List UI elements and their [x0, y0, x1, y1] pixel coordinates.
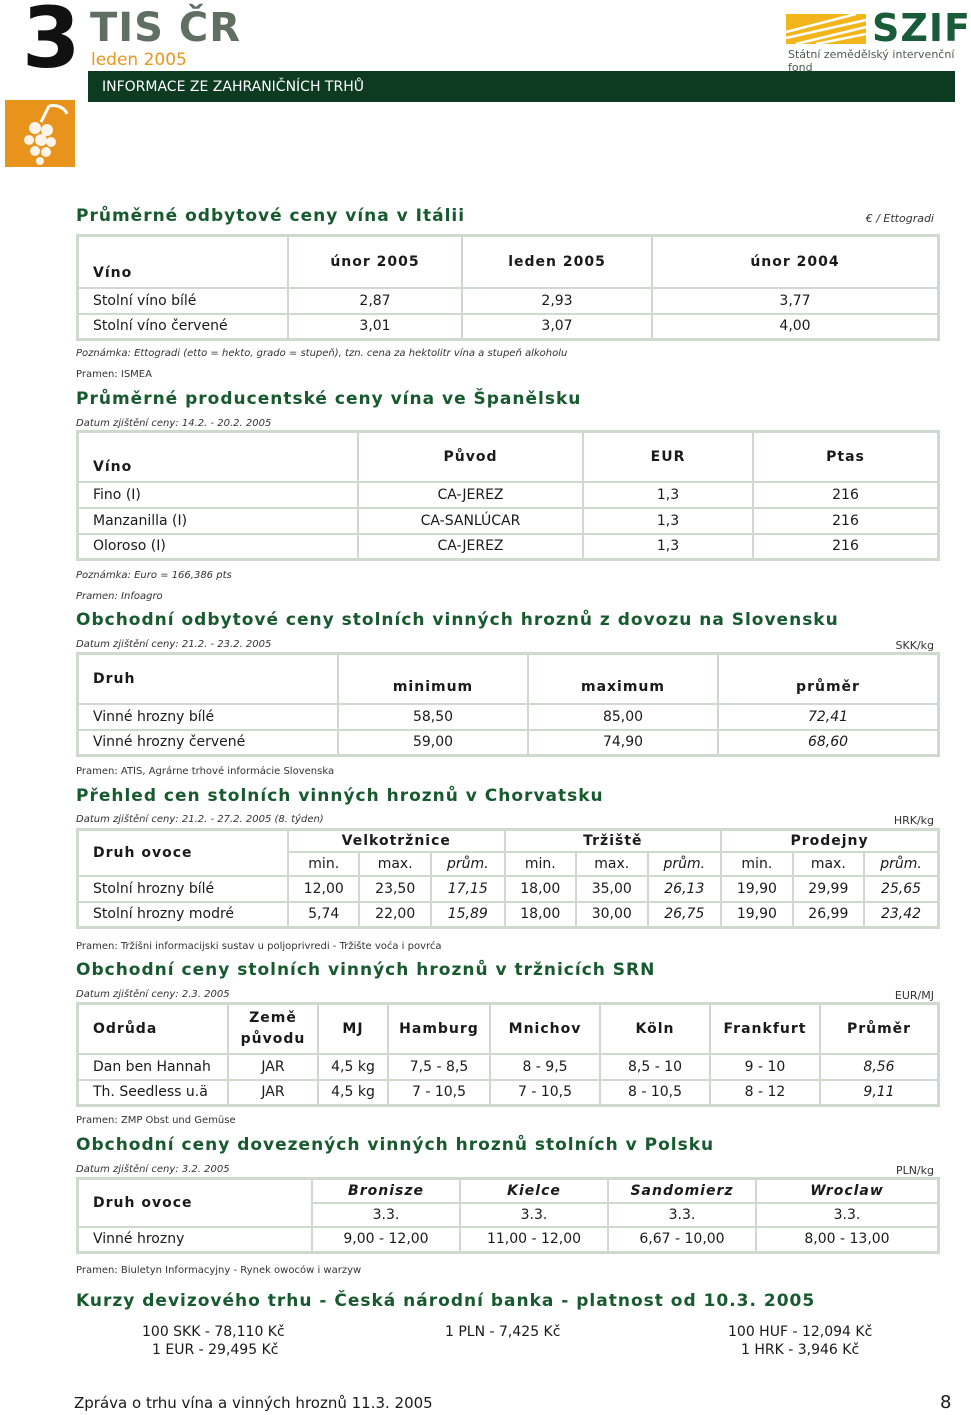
cell: 1,3 [583, 534, 753, 560]
cell: 3,77 [652, 288, 939, 314]
sub-header: max. [576, 852, 647, 876]
cell: 58,50 [338, 704, 528, 730]
col-header: Druh [78, 654, 339, 704]
city-header: Wroclaw [756, 1179, 939, 1203]
sub-header: prům. [648, 852, 722, 876]
city-header: Bronisze [312, 1179, 460, 1203]
date-header: 3.3. [312, 1203, 460, 1227]
croatia-table [76, 828, 940, 929]
col-header: Odrůda [78, 1004, 229, 1054]
cell: 8 - 12 [710, 1080, 820, 1106]
col-header: únor 2004 [652, 236, 939, 288]
poland-table [76, 1177, 940, 1254]
cell: 1,3 [583, 508, 753, 534]
table-row [78, 314, 939, 340]
cell: 9,00 - 12,00 [312, 1227, 460, 1253]
table-row [78, 508, 939, 534]
cell: JAR [228, 1080, 318, 1106]
sub-header: max. [793, 852, 864, 876]
cell: 19,90 [721, 876, 792, 902]
cell: 12,00 [288, 876, 359, 902]
italy-unit: € / Ettogradi [865, 212, 934, 225]
table-row [78, 1080, 939, 1106]
cell: 4,5 kg [318, 1080, 388, 1106]
italy-source: Pramen: ISMEA [76, 369, 152, 380]
cell: 15,89 [431, 902, 505, 928]
sub-header: min. [288, 852, 359, 876]
sub-header: min. [505, 852, 576, 876]
italy-table [76, 234, 940, 341]
cell: Fino (I) [78, 482, 359, 508]
rate-item: 1 EUR - 29,495 Kč [152, 1342, 279, 1358]
cell: Stolní hrozny bílé [78, 876, 289, 902]
cell: Stolní víno červené [78, 314, 289, 340]
col-header: Původ [358, 432, 583, 482]
cell: 59,00 [338, 730, 528, 756]
table-header-row [78, 432, 939, 482]
cell: 5,74 [288, 902, 359, 928]
col-header: Země původu [228, 1004, 318, 1054]
brand-title: TIS ČR [90, 5, 242, 51]
col-header: maximum [528, 654, 718, 704]
col-header: Druh ovoce [78, 830, 289, 876]
cell: 8 - 10,5 [600, 1080, 710, 1106]
col-header: Víno [78, 432, 359, 482]
poland-title: Obchodní ceny dovezených vinných hroznů stolních v Polsku [76, 1135, 715, 1155]
sub-header: prům. [431, 852, 505, 876]
cell: Dan ben Hannah [78, 1054, 229, 1080]
cell: 216 [753, 482, 939, 508]
sub-header: max. [359, 852, 430, 876]
date-header: 3.3. [608, 1203, 756, 1227]
cell: 7 - 10,5 [490, 1080, 600, 1106]
sub-header: min. [721, 852, 792, 876]
table-header-row [78, 236, 939, 288]
slovakia-table [76, 652, 940, 757]
spain-table [76, 430, 940, 561]
col-header: MJ [318, 1004, 388, 1054]
table-header-row [78, 654, 939, 704]
cell: 29,99 [793, 876, 864, 902]
group-header: Velkotržnice [288, 830, 505, 852]
cell: CA-JEREZ [358, 482, 583, 508]
cell: 17,15 [431, 876, 505, 902]
cell: 3,07 [462, 314, 652, 340]
cell: JAR [228, 1054, 318, 1080]
cell: Stolní víno bílé [78, 288, 289, 314]
cell: 4,5 kg [318, 1054, 388, 1080]
croatia-source: Pramen: Tržišni informacijski sustav u poljoprivredi - Tržište voća i povrća [76, 941, 442, 952]
col-header: Víno [78, 236, 289, 288]
cell: 26,75 [648, 902, 722, 928]
col-header: průměr [718, 654, 939, 704]
rate-item: 100 HUF - 12,094 Kč [728, 1324, 873, 1340]
page-number: 8 [940, 1392, 952, 1413]
cell: 216 [753, 534, 939, 560]
table-row [78, 730, 939, 756]
table-row [78, 876, 939, 902]
cell: 19,90 [721, 902, 792, 928]
table-header-row [78, 830, 939, 852]
slovakia-source: Pramen: ATIS, Agrárne trhové informácie Slovenska [76, 766, 335, 777]
cell: 22,00 [359, 902, 430, 928]
cell: 3,01 [288, 314, 462, 340]
germany-table [76, 1002, 940, 1107]
cell: 6,67 - 10,00 [608, 1227, 756, 1253]
cell: 35,00 [576, 876, 647, 902]
issue-date: leden 2005 [91, 50, 187, 70]
cell: Manzanilla (I) [78, 508, 359, 534]
cell: 26,13 [648, 876, 722, 902]
cell: Vinné hrozny bílé [78, 704, 339, 730]
cell: 26,99 [793, 902, 864, 928]
italy-title: Průměrné odbytové ceny vína v Itálii [76, 206, 466, 226]
table-row [78, 482, 939, 508]
cell: 30,00 [576, 902, 647, 928]
rate-item: 100 SKK - 78,110 Kč [142, 1324, 285, 1340]
germany-unit: EUR/MJ [894, 989, 934, 1002]
group-header: Tržiště [505, 830, 722, 852]
cell: Oloroso (I) [78, 534, 359, 560]
table-header-row [78, 1004, 939, 1054]
poland-date: Datum zjištění ceny: 3.2. 2005 [76, 1164, 230, 1175]
table-row [78, 902, 939, 928]
cell: 74,90 [528, 730, 718, 756]
szif-subtitle: Státní zemědělský intervenční fond [788, 48, 955, 74]
issue-number: 3 [22, 0, 81, 87]
cell: Vinné hrozny červené [78, 730, 339, 756]
cell: 72,41 [718, 704, 939, 730]
spain-source: Pramen: Infoagro [76, 591, 163, 602]
table-row [78, 288, 939, 314]
cell: CA-JEREZ [358, 534, 583, 560]
footer-text: Zpráva o trhu vína a vinných hroznů 11.3. 2005 [74, 1394, 433, 1412]
cell: 9 - 10 [710, 1054, 820, 1080]
germany-title: Obchodní ceny stolních vinných hroznů v tržnicích SRN [76, 960, 656, 980]
rate-item: 1 PLN - 7,425 Kč [445, 1324, 561, 1340]
cell: 4,00 [652, 314, 939, 340]
cell: 7 - 10,5 [388, 1080, 490, 1106]
slovakia-title: Obchodní odbytové ceny stolních vinných hroznů z dovozu na Slovensku [76, 610, 839, 630]
cell: Vinné hrozny [78, 1227, 313, 1253]
cell: 23,50 [359, 876, 430, 902]
header-banner [88, 71, 955, 102]
spain-title: Průměrné producentské ceny vína ve Španělsku [76, 389, 582, 409]
spain-date: Datum zjištění ceny: 14.2. - 20.2. 2005 [76, 418, 272, 429]
szif-logo-text: SZIF [872, 6, 971, 50]
col-header: Köln [600, 1004, 710, 1054]
date-header: 3.3. [756, 1203, 939, 1227]
col-header: únor 2005 [288, 236, 462, 288]
cell: 2,93 [462, 288, 652, 314]
croatia-title: Přehled cen stolních vinných hroznů v Chorvatsku [76, 786, 604, 806]
table-row [78, 704, 939, 730]
cell: 9,11 [820, 1080, 939, 1106]
col-header: Průměr [820, 1004, 939, 1054]
cell: 2,87 [288, 288, 462, 314]
col-header: Mnichov [490, 1004, 600, 1054]
table-row [78, 534, 939, 560]
grape-logo-icon [5, 100, 75, 167]
rates-title: Kurzy devizového trhu - Česká národní banka - platnost od 10.3. 2005 [76, 1291, 816, 1311]
col-header: Druh ovoce [78, 1179, 313, 1227]
cell: 7,5 - 8,5 [388, 1054, 490, 1080]
rate-item: 1 HRK - 3,946 Kč [741, 1342, 860, 1358]
banner-text: INFORMACE ZE ZAHRANIČNÍCH TRHŮ [102, 79, 364, 95]
cell: CA-SANLÚCAR [358, 508, 583, 534]
cell: 8,56 [820, 1054, 939, 1080]
germany-date: Datum zjištění ceny: 2.3. 2005 [76, 989, 230, 1000]
sub-header: prům. [864, 852, 938, 876]
germany-source: Pramen: ZMP Obst und Gemüse [76, 1115, 236, 1126]
cell: 8,5 - 10 [600, 1054, 710, 1080]
cell: 85,00 [528, 704, 718, 730]
cell: 1,3 [583, 482, 753, 508]
cell: 68,60 [718, 730, 939, 756]
poland-source: Pramen: Biuletyn Informacyjny - Rynek owoców i warzyw [76, 1265, 362, 1276]
cell: Th. Seedless u.ä [78, 1080, 229, 1106]
cell: 8 - 9,5 [490, 1054, 600, 1080]
cell: Stolní hrozny modré [78, 902, 289, 928]
cell: 23,42 [864, 902, 938, 928]
cell: 216 [753, 508, 939, 534]
table-row [78, 1054, 939, 1080]
cell: 18,00 [505, 902, 576, 928]
table-header-row [78, 1179, 939, 1203]
group-header: Prodejny [721, 830, 938, 852]
col-header: Hamburg [388, 1004, 490, 1054]
date-header: 3.3. [460, 1203, 608, 1227]
cell: 18,00 [505, 876, 576, 902]
col-header: minimum [338, 654, 528, 704]
croatia-unit: HRK/kg [893, 814, 934, 827]
cell: 11,00 - 12,00 [460, 1227, 608, 1253]
poland-unit: PLN/kg [895, 1164, 934, 1177]
col-header: EUR [583, 432, 753, 482]
croatia-date: Datum zjištění ceny: 21.2. - 27.2. 2005 (8. týden) [76, 814, 324, 825]
city-header: Kielce [460, 1179, 608, 1203]
cell: 25,65 [864, 876, 938, 902]
col-header: Frankfurt [710, 1004, 820, 1054]
col-header: leden 2005 [462, 236, 652, 288]
szif-stripes-icon [786, 14, 866, 48]
spain-note: Poznámka: Euro = 166,386 pts [76, 570, 232, 581]
slovakia-unit: SKK/kg [895, 639, 934, 652]
italy-note: Poznámka: Ettogradi (etto = hekto, grado = stupeň), tzn. cena za hektolitr vína a stupeň alkoholu [76, 348, 568, 359]
table-row [78, 1227, 939, 1253]
slovakia-date: Datum zjištění ceny: 21.2. - 23.2. 2005 [76, 639, 272, 650]
city-header: Sandomierz [608, 1179, 756, 1203]
col-header: Ptas [753, 432, 939, 482]
cell: 8,00 - 13,00 [756, 1227, 939, 1253]
